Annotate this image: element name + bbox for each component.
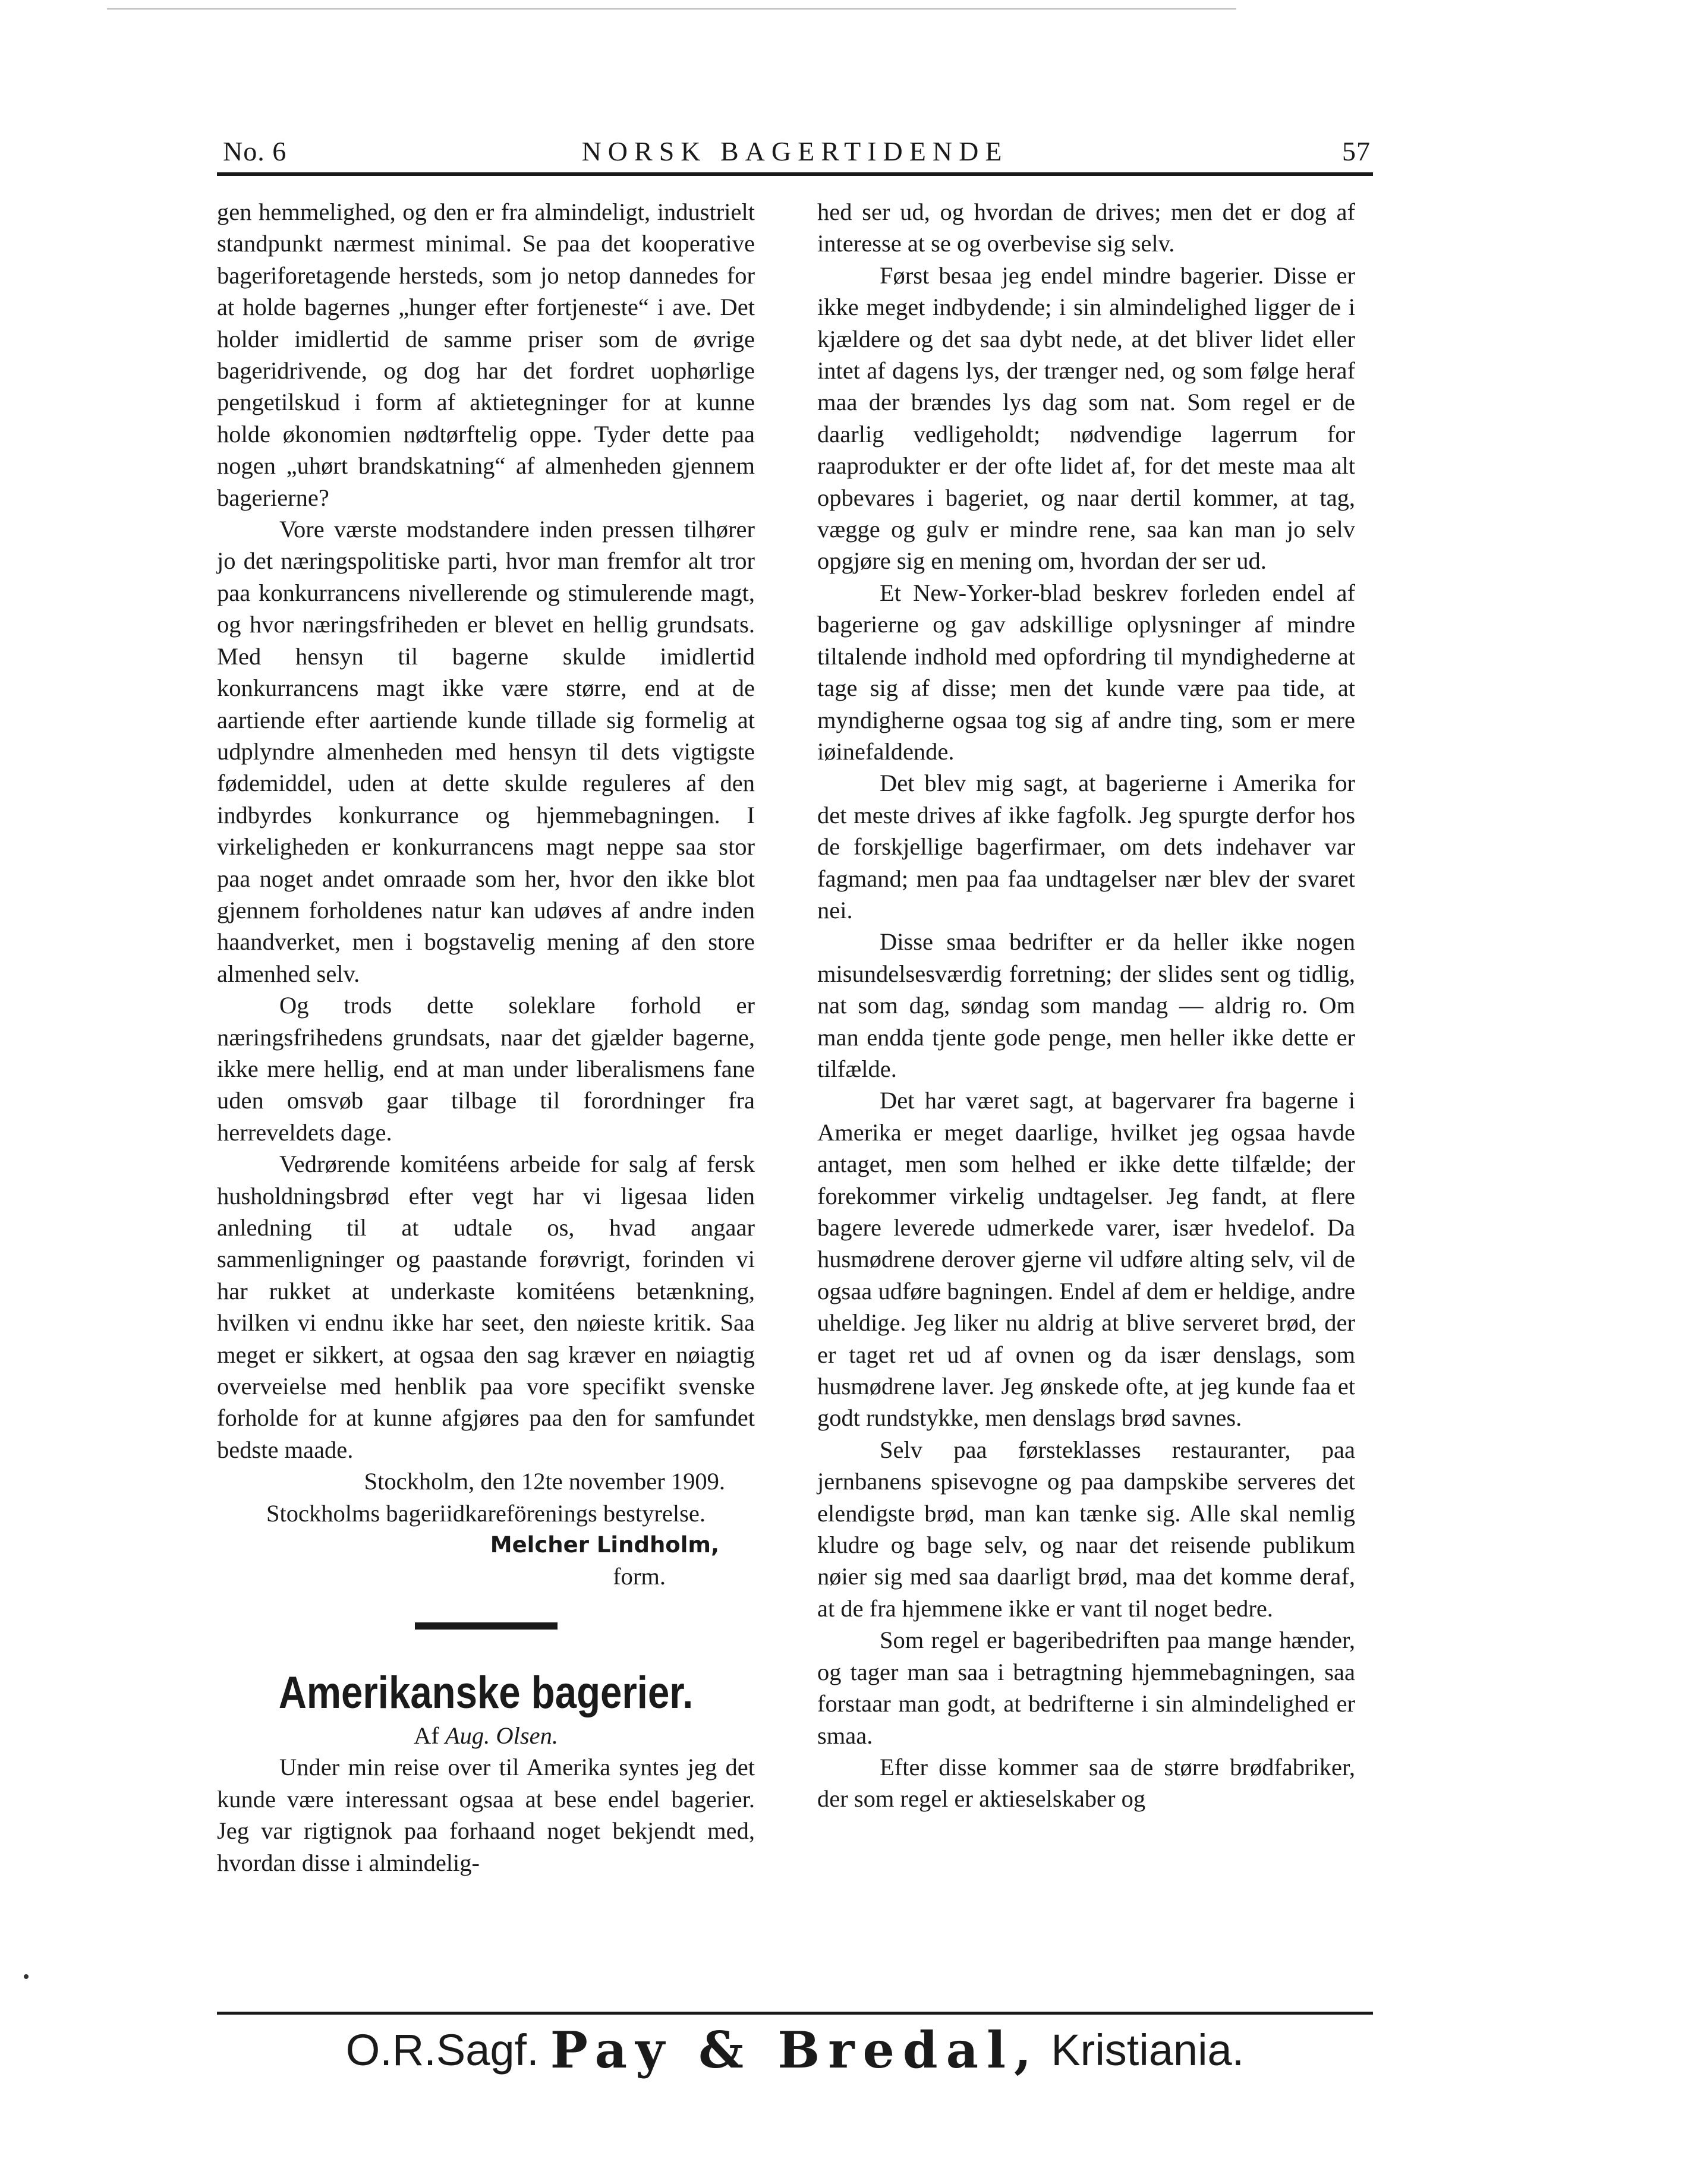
paragraph: Selv paa førsteklasses restauranter, paa jernbanens spisevogne og paa dampskibe serveres det elendigste brød, man kan tænke sig. Alle skal nemlig kludre og bage selv, og naar det reisende publikum nøier sig med saa daarligt brød, maa det komme deraf, at de fra hjemmene ikke er vant til noget bedre. xyxy=(817,1436,1355,1622)
footer-rule xyxy=(217,2012,1373,2015)
paragraph: gen hemmelighed, og den er fra almindeligt, industrielt standpunkt nærmest minimal. Se paa det kooperative bageriforetagende hersteds, som jo netop dannedes for at holde bagernes „hunger efter fortjeneste“ i ave. Det holder imidlertid de samme priser som de øvrige bageridrivende, og dog har det fordret uophørlige pengetilskud i form af aktietegninger for at kunne holde økonomien nødtørftelig oppe. Tyder dette paa nogen „uhørt brandskatning“ af almenheden gjennem bagerierne? xyxy=(217,198,755,511)
publication-title: NORSK BAGERTIDENDE xyxy=(581,136,1009,166)
paragraph: hed ser ud, og hvordan de drives; men det er dog af interesse at se og overbevise sig selv. xyxy=(817,198,1355,257)
article-title: Amerikanske bagerier. xyxy=(278,1667,694,1718)
imprint-brand: Pay & Bredal, xyxy=(550,2021,1040,2079)
issue-number: No. 6 xyxy=(223,136,287,166)
scan-edge-line xyxy=(107,8,1236,10)
printer-imprint xyxy=(217,2021,1373,2092)
paragraph: Disse smaa bedrifter er da heller ikke nogen misundelsesværdig forretning; der slides sent og tidlig, nat som dag, søndag som mandag — aldrig ro. Om man endda tjente gode penge, men heller ikke dette er tilfælde. xyxy=(817,928,1355,1082)
signature-name: Melcher Lindholm, xyxy=(490,1532,719,1558)
paragraph: Under min reise over til Amerika syntes jeg det kunde være interessant ogsaa at bese endel bagerier. Jeg var rigtignok paa forhaand noget bekjendt med, hvordan disse i almindelig- xyxy=(217,1754,755,1876)
paragraph: Efter disse kommer saa de større brødfabriker, der som regel er aktieselskaber og xyxy=(817,1753,1355,1813)
article-byline xyxy=(217,1720,755,1751)
imprint-city: Kristiania. xyxy=(1051,2025,1245,2075)
signature-role: form. xyxy=(613,1563,666,1590)
page-number: 57 xyxy=(1342,136,1371,166)
paragraph: Og trods dette soleklare forhold er næringsfrihedens grundsats, naar det gjælder bagerne, ikke mere hellig, end at man under liberalismens fane uden omsvøb gaar tilbage til forordninger fra herreveldets dage. xyxy=(217,992,755,1146)
imprint-prefix: O.R.Sagf. xyxy=(345,2025,539,2075)
signature-date: Stockholm, den 12te november 1909. xyxy=(364,1468,725,1495)
paragraph: Det blev mig sagt, at bagerierne i Amerika for det meste drives af ikke fagfolk. Jeg spurgte derfor hos de forskjellige bagerfirmaer, om dets indehaver var fagmand; men paa faa undtagelser nær blev der svaret nei. xyxy=(817,770,1355,924)
paragraph: Vore værste modstandere inden pressen tilhører jo det næringspolitiske parti, hvor man fremfor alt tror paa konkurrancens nivellerende og stimulerende magt, og hvor næringsfriheden er blevet en hellig grundsats. Med hensyn til bagerne skulde imidlertid konkurrancens magt ikke være større, end at de aartiende efter aartiende kunde tillade sig formelig at udplyndre almenheden med hensyn til dets vigtigste fødemiddel, uden at dette skulde reguleres af den indbyrdes konkurrance og hjemmebagningen. I virkeligheden er konkurrancens magt neppe saa stor paa noget andet omraade som her, hvor den ikke blot gjennem forholdenes natur kan udøves af andre inden haandverket, men i bogstavelig mening af den store almenhed selv. xyxy=(217,516,755,987)
header-rule xyxy=(217,172,1373,176)
byline-author: Aug. Olsen. xyxy=(445,1722,558,1749)
paragraph: Som regel er bageribedriften paa mange hænder, og tager man saa i betragtning hjemmebagningen, saa forstaar man godt, at bedrifterne i sin almindelighed er smaa. xyxy=(817,1627,1355,1749)
paragraph: Et New-Yorker-blad beskrev forleden endel af bagerierne og gav adskillige oplysninger af mindre tiltalende indhold med opfordring til myndighederne at tage sig af disse; men det kunde være paa tide, at myndigherne ogsaa tog sig af andre ting, som er mere iøinefaldende. xyxy=(817,579,1355,765)
paragraph: Vedrørende komitéens arbeide for salg af fersk husholdningsbrød efter vegt har vi ligesaa liden anledning til at udtale os, hvad angaar sammenligninger og paastande forøvrigt, forinden vi har rukket at underkaste komitéens betænkning, hvilken vi endnu ikke har seet, den nøieste kritik. Saa meget er sikkert, at ogsaa den sag kræver en nøiagtig overveielse med henblik paa vore specifikt svenske forholde for at kunne afgjøres paa den for samfundet bedste maade. xyxy=(217,1151,755,1463)
left-column xyxy=(217,196,755,1879)
paragraph: Først besaa jeg endel mindre bagerier. Disse er ikke meget indbydende; i sin almindelighed ligger de i kjældere og det saa dybt nede, at det bliver lidet eller intet af dagens lys, der trænger ned, og som følge heraf maa der brændes lys dag som nat. Som regel er de daarlig vedligeholdt; nødvendige lagerrum for raaprodukter er der ofte lidet af, for det meste maa alt opbevares i bageriet, og naar dertil kommer, at tag, vægge og gulv er mindre rene, saa kan man jo selv opgjøre sig en mening om, hvordan der ser ud. xyxy=(817,261,1355,575)
page-header xyxy=(217,132,1373,174)
scan-speck xyxy=(24,1974,29,1979)
section-separator xyxy=(415,1622,558,1630)
signature-organization: Stockholms bageriidkareförenings bestyrelse. xyxy=(266,1499,706,1527)
right-column xyxy=(817,196,1355,1815)
paragraph: Det har været sagt, at bagervarer fra bagerne i Amerika er meget daarlige, hvilket jeg ogsaa havde antaget, men som helhed er ikke dette tilfælde; der forekommer virkelig undtagelser. Jeg fandt, at flere bagere leverede udmerkede varer, især hvedelof. Da husmødrene derover gjerne vil udføre alting selv, vil de ogsaa udføre bagningen. Endel af dem er heldige, andre uheldige. Jeg liker nu aldrig at blive serveret brød, der er taget ret ud af ovnen og da især denslags, som husmødrene laver. Jeg ønskede ofte, at jeg kunde faa et godt rundstykke, men denslags brød savnes. xyxy=(817,1087,1355,1432)
byline-prefix: Af xyxy=(414,1722,439,1749)
